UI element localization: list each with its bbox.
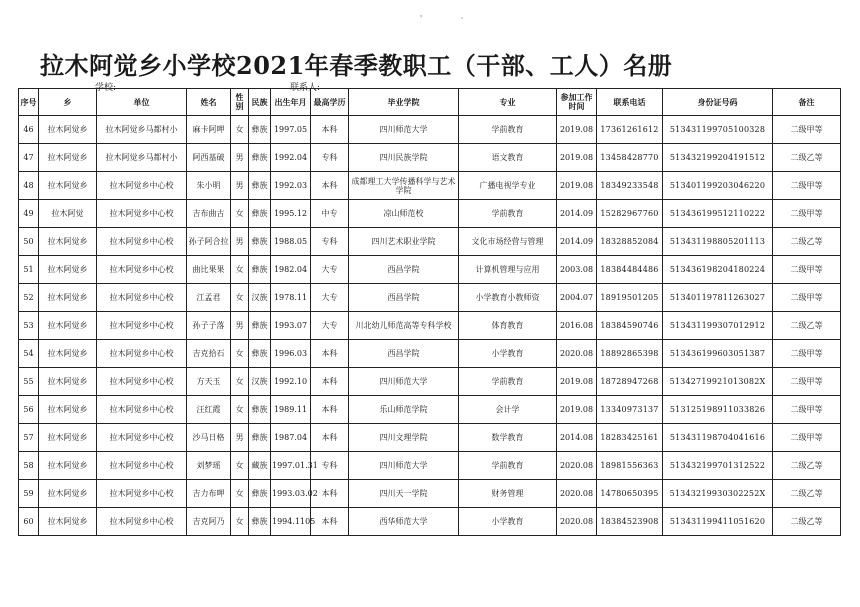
cell-rank: 二级乙等 bbox=[773, 144, 841, 172]
cell-rank: 二级乙等 bbox=[773, 228, 841, 256]
cell-township: 拉木阿觉乡 bbox=[39, 340, 97, 368]
cell-unit: 拉木阿觉乡中心校 bbox=[97, 396, 187, 424]
cell-college: 凉山师范校 bbox=[349, 200, 459, 228]
cell-work-start: 2019.08 bbox=[557, 116, 597, 144]
table-row bbox=[19, 312, 841, 340]
cell-unit: 拉木阿觉乡中心校 bbox=[97, 508, 187, 536]
cell-phone: 13458428770 bbox=[597, 144, 663, 172]
cell-education: 大专 bbox=[311, 284, 349, 312]
cell-name: 沙马日格 bbox=[187, 424, 231, 452]
cell-township: 拉木阿觉乡 bbox=[39, 312, 97, 340]
cell-college: 四川师范大学 bbox=[349, 368, 459, 396]
cell-birth: 1988.05 bbox=[271, 228, 311, 256]
cell-work-start: 2014.08 bbox=[557, 424, 597, 452]
cell-birth: 1995.12 bbox=[271, 200, 311, 228]
cell-name: 曲比果果 bbox=[187, 256, 231, 284]
cell-unit: 拉木阿觉乡中心校 bbox=[97, 256, 187, 284]
cell-ethnic: 彝族 bbox=[249, 508, 271, 536]
cell-gender: 女 bbox=[231, 452, 249, 480]
cell-seq: 59 bbox=[19, 480, 39, 508]
cell-name: 方天玉 bbox=[187, 368, 231, 396]
cell-phone: 18919501205 bbox=[597, 284, 663, 312]
cell-unit: 拉木阿觉乡中心校 bbox=[97, 172, 187, 200]
cell-idno: 513431199705100328 bbox=[663, 116, 773, 144]
cell-ethnic: 彝族 bbox=[249, 480, 271, 508]
cell-major: 学前教育 bbox=[459, 200, 557, 228]
cell-ethnic: 藏族 bbox=[249, 452, 271, 480]
cell-birth: 1993.03.02 bbox=[271, 480, 311, 508]
cell-township: 拉木阿觉乡 bbox=[39, 480, 97, 508]
cell-rank: 二级甲等 bbox=[773, 396, 841, 424]
table-row bbox=[19, 116, 841, 144]
cell-education: 专科 bbox=[311, 228, 349, 256]
table-row bbox=[19, 424, 841, 452]
cell-unit: 拉木阿觉乡中心校 bbox=[97, 284, 187, 312]
table-row bbox=[19, 228, 841, 256]
cell-gender: 女 bbox=[231, 508, 249, 536]
cell-education: 本科 bbox=[311, 508, 349, 536]
table-row bbox=[19, 368, 841, 396]
cell-major: 学前教育 bbox=[459, 368, 557, 396]
column-header: 身份证号码 bbox=[663, 89, 773, 116]
contact-label: 联系人: bbox=[290, 83, 321, 93]
cell-ethnic: 彝族 bbox=[249, 228, 271, 256]
cell-college: 西昌学院 bbox=[349, 284, 459, 312]
column-header: 最高学历 bbox=[311, 89, 349, 116]
cell-seq: 56 bbox=[19, 396, 39, 424]
cell-unit: 拉木阿觉乡中心校 bbox=[97, 480, 187, 508]
cell-idno: 513432199204191512 bbox=[663, 144, 773, 172]
cell-work-start: 2019.08 bbox=[557, 368, 597, 396]
cell-seq: 47 bbox=[19, 144, 39, 172]
cell-college: 成都理工大学传播科学与艺术学院 bbox=[349, 172, 459, 200]
cell-seq: 58 bbox=[19, 452, 39, 480]
cell-major: 小学教育小教师资 bbox=[459, 284, 557, 312]
cell-gender: 男 bbox=[231, 144, 249, 172]
cell-gender: 男 bbox=[231, 172, 249, 200]
cell-township: 拉木阿觉乡 bbox=[39, 284, 97, 312]
cell-township: 拉木阿觉乡 bbox=[39, 452, 97, 480]
column-header: 出生年月 bbox=[271, 89, 311, 116]
staff-roster-table bbox=[18, 88, 841, 536]
cell-major: 广播电视学专业 bbox=[459, 172, 557, 200]
cell-education: 专科 bbox=[311, 452, 349, 480]
cell-work-start: 2020.08 bbox=[557, 452, 597, 480]
cell-phone: 18283425161 bbox=[597, 424, 663, 452]
cell-phone: 14780650395 bbox=[597, 480, 663, 508]
cell-ethnic: 彝族 bbox=[249, 116, 271, 144]
cell-unit: 拉木阿觉乡马都村小 bbox=[97, 144, 187, 172]
column-header: 性别 bbox=[231, 89, 249, 116]
cell-major: 体育教育 bbox=[459, 312, 557, 340]
cell-birth: 1989.11 bbox=[271, 396, 311, 424]
cell-ethnic: 彝族 bbox=[249, 312, 271, 340]
cell-major: 学前教育 bbox=[459, 452, 557, 480]
cell-work-start: 2020.08 bbox=[557, 508, 597, 536]
table-row bbox=[19, 340, 841, 368]
cell-idno: 513431199307012912 bbox=[663, 312, 773, 340]
column-header: 民族 bbox=[249, 89, 271, 116]
cell-birth: 1978.11 bbox=[271, 284, 311, 312]
cell-rank: 二级甲等 bbox=[773, 340, 841, 368]
cell-gender: 女 bbox=[231, 116, 249, 144]
table-row bbox=[19, 452, 841, 480]
cell-idno: 513432199701312522 bbox=[663, 452, 773, 480]
cell-name: 孙子子落 bbox=[187, 312, 231, 340]
cell-major: 财务管理 bbox=[459, 480, 557, 508]
cell-phone: 18384484486 bbox=[597, 256, 663, 284]
cell-unit: 拉木阿觉乡马都村小 bbox=[97, 116, 187, 144]
cell-ethnic: 彝族 bbox=[249, 424, 271, 452]
cell-college: 川北幼儿师范高等专科学校 bbox=[349, 312, 459, 340]
cell-education: 本科 bbox=[311, 480, 349, 508]
cell-township: 拉木阿觉乡 bbox=[39, 256, 97, 284]
cell-idno: 513431199411051620 bbox=[663, 508, 773, 536]
cell-seq: 46 bbox=[19, 116, 39, 144]
cell-rank: 二级甲等 bbox=[773, 368, 841, 396]
cell-work-start: 2019.08 bbox=[557, 144, 597, 172]
table-row bbox=[19, 172, 841, 200]
cell-birth: 1997.01.31 bbox=[271, 452, 311, 480]
cell-name: 吉克阿乃 bbox=[187, 508, 231, 536]
cell-ethnic: 汉族 bbox=[249, 368, 271, 396]
table-header-row bbox=[19, 89, 841, 116]
cell-college: 四川师范大学 bbox=[349, 452, 459, 480]
cell-education: 本科 bbox=[311, 172, 349, 200]
cell-birth: 1997.05 bbox=[271, 116, 311, 144]
table-row bbox=[19, 480, 841, 508]
cell-seq: 60 bbox=[19, 508, 39, 536]
cell-unit: 拉木阿觉乡中心校 bbox=[97, 340, 187, 368]
cell-education: 大专 bbox=[311, 256, 349, 284]
cell-township: 拉木阿觉乡 bbox=[39, 228, 97, 256]
cell-college: 西昌学院 bbox=[349, 340, 459, 368]
cell-rank: 二级甲等 bbox=[773, 200, 841, 228]
column-header: 联系电话 bbox=[597, 89, 663, 116]
cell-college: 西昌学院 bbox=[349, 256, 459, 284]
cell-seq: 52 bbox=[19, 284, 39, 312]
cell-phone: 18728947268 bbox=[597, 368, 663, 396]
cell-seq: 50 bbox=[19, 228, 39, 256]
cell-gender: 女 bbox=[231, 200, 249, 228]
column-header: 毕业学院 bbox=[349, 89, 459, 116]
cell-education: 专科 bbox=[311, 144, 349, 172]
table-row bbox=[19, 508, 841, 536]
cell-gender: 男 bbox=[231, 424, 249, 452]
cell-name: 吉布曲古 bbox=[187, 200, 231, 228]
school-label: 学校: bbox=[95, 83, 117, 93]
cell-name: 汪红霞 bbox=[187, 396, 231, 424]
cell-seq: 57 bbox=[19, 424, 39, 452]
cell-idno: 51342719921013082X bbox=[663, 368, 773, 396]
cell-education: 大专 bbox=[311, 312, 349, 340]
cell-phone: 18384523908 bbox=[597, 508, 663, 536]
cell-work-start: 2020.08 bbox=[557, 480, 597, 508]
cell-gender: 女 bbox=[231, 284, 249, 312]
cell-major: 数学教育 bbox=[459, 424, 557, 452]
cell-name: 朱小明 bbox=[187, 172, 231, 200]
cell-township: 拉木阿觉乡 bbox=[39, 508, 97, 536]
scan-marks: ' · bbox=[420, 14, 482, 23]
cell-college: 四川文理学院 bbox=[349, 424, 459, 452]
page-title: 拉木阿觉乡小学校2021年春季教职工（干部、工人）名册 bbox=[40, 51, 673, 80]
cell-name: 吉克拾石 bbox=[187, 340, 231, 368]
column-header: 单位 bbox=[97, 89, 187, 116]
cell-work-start: 2019.08 bbox=[557, 396, 597, 424]
cell-work-start: 2014.09 bbox=[557, 200, 597, 228]
cell-education: 本科 bbox=[311, 116, 349, 144]
cell-college: 四川艺术职业学院 bbox=[349, 228, 459, 256]
cell-seq: 54 bbox=[19, 340, 39, 368]
column-header: 参加工作时间 bbox=[557, 89, 597, 116]
cell-rank: 二级乙等 bbox=[773, 480, 841, 508]
cell-ethnic: 彝族 bbox=[249, 256, 271, 284]
cell-rank: 二级甲等 bbox=[773, 284, 841, 312]
column-header: 序号 bbox=[19, 89, 39, 116]
cell-idno: 51343219930302252X bbox=[663, 480, 773, 508]
cell-idno: 513431198704041616 bbox=[663, 424, 773, 452]
cell-major: 小学教育 bbox=[459, 340, 557, 368]
cell-birth: 1987.04 bbox=[271, 424, 311, 452]
cell-township: 拉木阿觉乡 bbox=[39, 368, 97, 396]
cell-major: 学前教育 bbox=[459, 116, 557, 144]
cell-phone: 13340973137 bbox=[597, 396, 663, 424]
cell-ethnic: 彝族 bbox=[249, 340, 271, 368]
cell-unit: 拉木阿觉乡中心校 bbox=[97, 228, 187, 256]
cell-phone: 18892865398 bbox=[597, 340, 663, 368]
cell-name: 阿西基破 bbox=[187, 144, 231, 172]
cell-name: 江孟君 bbox=[187, 284, 231, 312]
cell-seq: 55 bbox=[19, 368, 39, 396]
cell-phone: 17361261612 bbox=[597, 116, 663, 144]
cell-rank: 二级甲等 bbox=[773, 424, 841, 452]
cell-seq: 53 bbox=[19, 312, 39, 340]
cell-gender: 女 bbox=[231, 396, 249, 424]
column-header: 乡 bbox=[39, 89, 97, 116]
table-row bbox=[19, 396, 841, 424]
cell-name: 刘梦瑶 bbox=[187, 452, 231, 480]
cell-ethnic: 彝族 bbox=[249, 144, 271, 172]
column-header: 专业 bbox=[459, 89, 557, 116]
cell-work-start: 2019.08 bbox=[557, 172, 597, 200]
cell-college: 乐山师范学院 bbox=[349, 396, 459, 424]
cell-township: 拉木阿觉 bbox=[39, 200, 97, 228]
cell-township: 拉木阿觉乡 bbox=[39, 396, 97, 424]
cell-ethnic: 彝族 bbox=[249, 396, 271, 424]
cell-idno: 513125198911033826 bbox=[663, 396, 773, 424]
cell-seq: 51 bbox=[19, 256, 39, 284]
cell-college: 西华师范大学 bbox=[349, 508, 459, 536]
cell-college: 四川天一学院 bbox=[349, 480, 459, 508]
cell-birth: 1982.04 bbox=[271, 256, 311, 284]
cell-idno: 513401199203046220 bbox=[663, 172, 773, 200]
cell-work-start: 2016.08 bbox=[557, 312, 597, 340]
table-row bbox=[19, 144, 841, 172]
cell-phone: 18981556363 bbox=[597, 452, 663, 480]
cell-phone: 18384590746 bbox=[597, 312, 663, 340]
table-row bbox=[19, 284, 841, 312]
cell-major: 计算机管理与应用 bbox=[459, 256, 557, 284]
cell-township: 拉木阿觉乡 bbox=[39, 424, 97, 452]
cell-college: 四川师范大学 bbox=[349, 116, 459, 144]
cell-birth: 1992.10 bbox=[271, 368, 311, 396]
cell-rank: 二级甲等 bbox=[773, 116, 841, 144]
cell-education: 本科 bbox=[311, 368, 349, 396]
cell-ethnic: 彝族 bbox=[249, 172, 271, 200]
cell-unit: 拉木阿觉乡中心校 bbox=[97, 452, 187, 480]
table-row bbox=[19, 200, 841, 228]
cell-township: 拉木阿觉乡 bbox=[39, 116, 97, 144]
cell-work-start: 2020.08 bbox=[557, 340, 597, 368]
cell-gender: 女 bbox=[231, 480, 249, 508]
cell-idno: 513436199512110222 bbox=[663, 200, 773, 228]
cell-unit: 拉木阿觉乡中心校 bbox=[97, 368, 187, 396]
cell-college: 四川民族学院 bbox=[349, 144, 459, 172]
cell-seq: 48 bbox=[19, 172, 39, 200]
cell-township: 拉木阿觉乡 bbox=[39, 172, 97, 200]
cell-unit: 拉木阿觉乡中心校 bbox=[97, 424, 187, 452]
cell-work-start: 2003.08 bbox=[557, 256, 597, 284]
cell-idno: 513436199603051387 bbox=[663, 340, 773, 368]
cell-education: 中专 bbox=[311, 200, 349, 228]
cell-work-start: 2014.09 bbox=[557, 228, 597, 256]
cell-gender: 女 bbox=[231, 340, 249, 368]
cell-idno: 513436198204180224 bbox=[663, 256, 773, 284]
cell-birth: 1993.07 bbox=[271, 312, 311, 340]
cell-rank: 二级乙等 bbox=[773, 312, 841, 340]
cell-ethnic: 汉族 bbox=[249, 284, 271, 312]
cell-idno: 513431198805201113 bbox=[663, 228, 773, 256]
cell-phone: 18349233548 bbox=[597, 172, 663, 200]
cell-name: 吉力布呷 bbox=[187, 480, 231, 508]
cell-rank: 二级乙等 bbox=[773, 452, 841, 480]
cell-township: 拉木阿觉乡 bbox=[39, 144, 97, 172]
cell-major: 会计学 bbox=[459, 396, 557, 424]
cell-birth: 1992.03 bbox=[271, 172, 311, 200]
cell-name: 孙子阿合拉 bbox=[187, 228, 231, 256]
cell-major: 小学教育 bbox=[459, 508, 557, 536]
cell-rank: 二级乙等 bbox=[773, 508, 841, 536]
cell-gender: 女 bbox=[231, 368, 249, 396]
cell-phone: 18328852084 bbox=[597, 228, 663, 256]
cell-name: 麻卡阿呷 bbox=[187, 116, 231, 144]
cell-unit: 拉木阿觉乡中心校 bbox=[97, 312, 187, 340]
cell-idno: 513401197811263027 bbox=[663, 284, 773, 312]
cell-rank: 二级甲等 bbox=[773, 256, 841, 284]
cell-birth: 1996.03 bbox=[271, 340, 311, 368]
cell-gender: 男 bbox=[231, 312, 249, 340]
column-header: 姓名 bbox=[187, 89, 231, 116]
column-header: 备注 bbox=[773, 89, 841, 116]
cell-phone: 15282967760 bbox=[597, 200, 663, 228]
cell-major: 语文教育 bbox=[459, 144, 557, 172]
cell-education: 本科 bbox=[311, 424, 349, 452]
cell-rank: 二级甲等 bbox=[773, 172, 841, 200]
cell-education: 本科 bbox=[311, 396, 349, 424]
cell-gender: 男 bbox=[231, 228, 249, 256]
cell-ethnic: 彝族 bbox=[249, 200, 271, 228]
cell-seq: 49 bbox=[19, 200, 39, 228]
cell-birth: 1994.1105 bbox=[271, 508, 311, 536]
cell-gender: 女 bbox=[231, 256, 249, 284]
cell-major: 文化市场经营与管理 bbox=[459, 228, 557, 256]
cell-work-start: 2004.07 bbox=[557, 284, 597, 312]
cell-education: 本科 bbox=[311, 340, 349, 368]
cell-unit: 拉木阿觉乡中心校 bbox=[97, 200, 187, 228]
cell-birth: 1992.04 bbox=[271, 144, 311, 172]
table-row bbox=[19, 256, 841, 284]
